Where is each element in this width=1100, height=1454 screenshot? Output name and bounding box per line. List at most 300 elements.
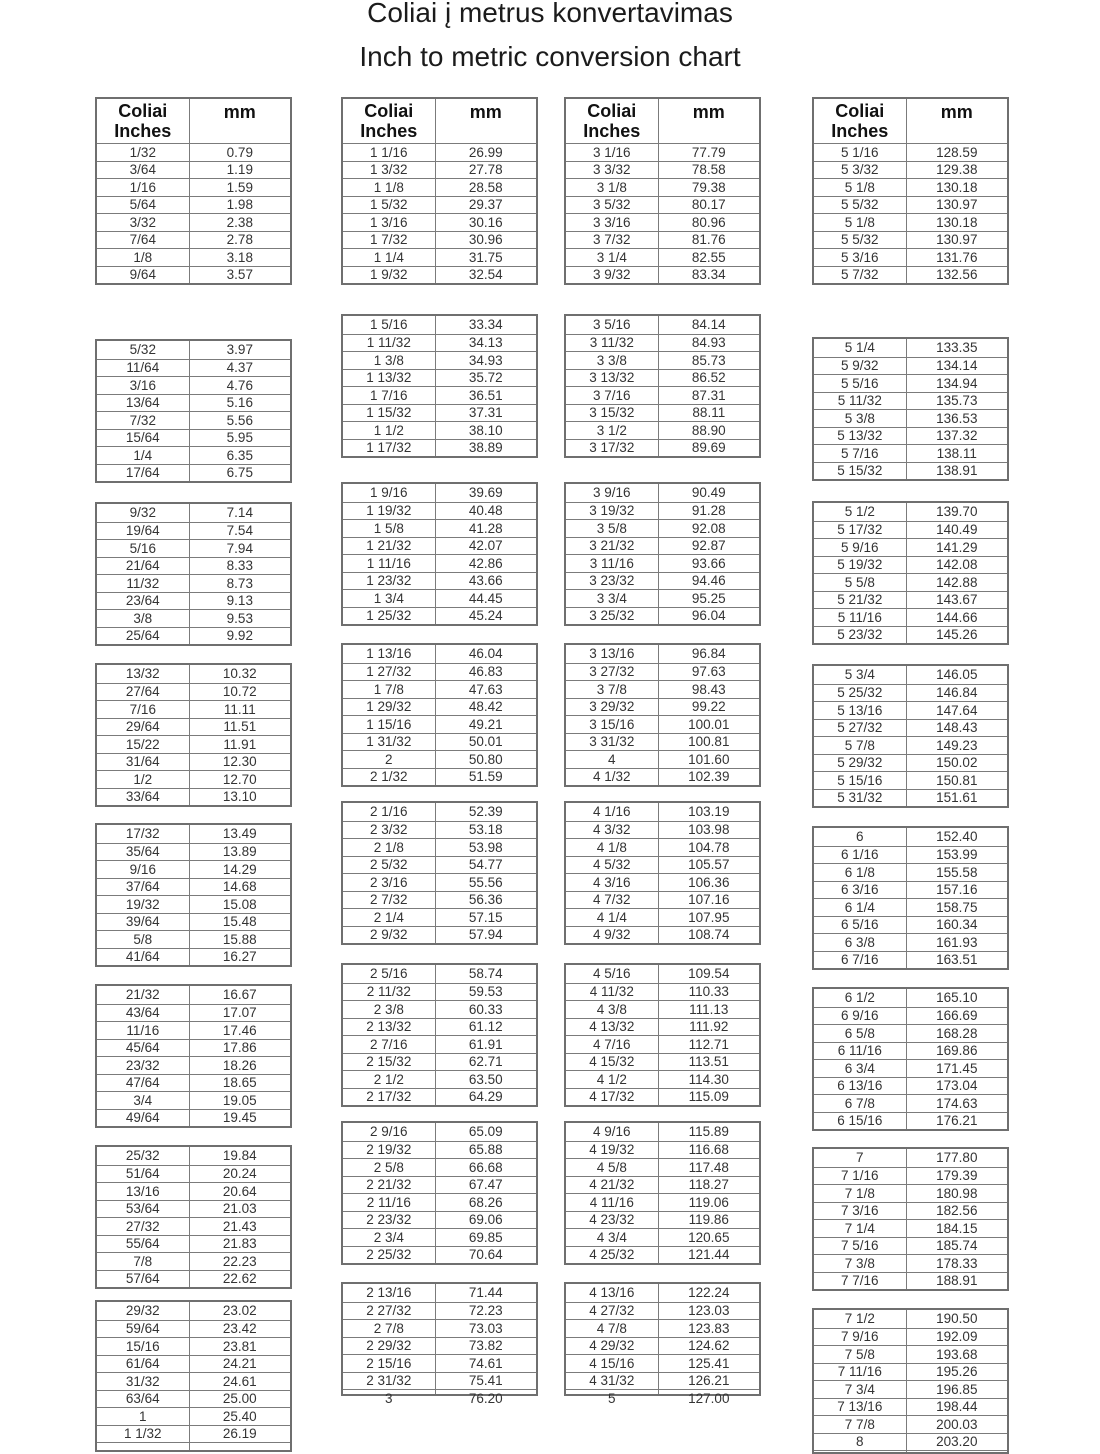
mm-cell: 185.74	[936, 1238, 978, 1254]
inches-cell: 3 27/32	[566, 664, 659, 681]
inches-header-line1: Coliai	[587, 101, 637, 121]
inches-cell: 3 1/16	[566, 144, 659, 161]
inches-cell: 53/64	[97, 1201, 190, 1218]
inches-cell: 11/64	[97, 360, 190, 377]
table-row	[343, 1284, 536, 1302]
table-row	[566, 178, 759, 196]
table-row	[343, 873, 536, 891]
inches-cell: 5 9/16	[814, 539, 907, 556]
inches-cell: 1 3/4	[343, 590, 436, 607]
inches-cell: 4 31/32	[566, 1373, 659, 1390]
mm-cell: 86.52	[691, 370, 726, 386]
mm-cell: 135.73	[936, 393, 978, 409]
table-row	[814, 846, 1007, 864]
table-row	[97, 1235, 290, 1253]
mm-cell: 200.03	[936, 1416, 978, 1432]
inches-cell: 6 1/4	[814, 899, 907, 916]
mm-cell: 103.98	[688, 822, 730, 838]
table-row	[97, 592, 290, 610]
table-row	[814, 1184, 1007, 1202]
table-row	[566, 502, 759, 520]
table-header-row	[814, 99, 1007, 143]
inches-cell: 3 23/32	[566, 573, 659, 590]
inches-cell: 3 3/16	[566, 214, 659, 231]
mm-cell: 42.07	[468, 538, 503, 554]
mm-cell: 45.24	[468, 608, 503, 624]
inches-cell: 9/16	[97, 861, 190, 878]
conversion-column-3	[564, 97, 761, 1406]
table-row	[97, 843, 290, 861]
table-row	[97, 1355, 290, 1373]
conversion-table	[95, 984, 292, 1128]
mm-cell: 119.06	[688, 1194, 729, 1210]
conversion-table	[95, 1300, 292, 1452]
table-row	[566, 1018, 759, 1036]
inches-cell: 4 9/32	[566, 927, 659, 944]
inches-cell: 3 29/32	[566, 699, 659, 716]
inches-cell: 1 5/16	[343, 316, 436, 334]
inches-cell	[814, 1451, 907, 1452]
mm-cell: 177.80	[936, 1150, 978, 1166]
inches-cell: 6 7/8	[814, 1095, 907, 1112]
inches-cell: 5/64	[97, 197, 190, 214]
table-row	[566, 926, 759, 944]
table-row	[566, 1211, 759, 1229]
mm-cell: 178.33	[936, 1255, 978, 1271]
mm-cell: 58.74	[468, 966, 503, 982]
mm-cell: 158.75	[936, 899, 978, 915]
inches-cell: 6 1/8	[814, 864, 907, 881]
inches-cell: 6	[814, 828, 907, 846]
mm-header-cell: mm	[469, 102, 502, 122]
mm-cell: 17.07	[222, 1005, 257, 1021]
table-row	[566, 143, 759, 161]
inches-cell: 17/64	[97, 465, 190, 482]
table-row	[97, 143, 290, 161]
mm-cell: 96.04	[691, 608, 726, 624]
inches-cell: 7/32	[97, 412, 190, 429]
table-row	[343, 821, 536, 839]
inches-cell: 5 31/32	[814, 790, 907, 807]
conversion-table	[564, 482, 761, 626]
mm-cell: 38.10	[468, 422, 503, 438]
table-row	[814, 1254, 1007, 1272]
inches-cell: 3 7/32	[566, 232, 659, 249]
table-row	[97, 878, 290, 896]
table-row	[566, 1372, 759, 1390]
mm-cell: 182.56	[936, 1203, 978, 1219]
mm-cell: 123.03	[688, 1303, 730, 1319]
inches-cell: 5 21/32	[814, 592, 907, 609]
inches-cell: 15/22	[97, 736, 190, 753]
mm-cell: 69.06	[468, 1212, 503, 1228]
inches-header-cell	[343, 99, 436, 143]
mm-cell: 67.47	[468, 1177, 503, 1193]
table-row	[814, 701, 1007, 719]
table-row	[97, 522, 290, 540]
mm-cell: 52.39	[468, 804, 503, 820]
table-row	[97, 948, 290, 966]
mm-cell: 145.26	[936, 627, 978, 643]
inches-cell: 6 11/16	[814, 1043, 907, 1060]
table-row	[566, 908, 759, 926]
table-row	[97, 1056, 290, 1074]
clipped-row	[97, 1442, 290, 1450]
table-row	[343, 421, 536, 439]
mm-header-cell: mm	[223, 102, 256, 122]
inches-cell: 3 15/32	[566, 405, 659, 422]
table-row	[97, 1200, 290, 1218]
mm-cell: 23.81	[222, 1338, 257, 1354]
inches-cell: 2 27/32	[343, 1303, 436, 1320]
table-row	[814, 1328, 1007, 1346]
table-row	[814, 556, 1007, 574]
table-row	[814, 1433, 1007, 1451]
conversion-table	[95, 663, 292, 807]
inches-cell: 4 7/8	[566, 1320, 659, 1337]
table-row	[814, 1345, 1007, 1363]
mm-cell: 150.81	[936, 772, 978, 788]
inches-cell: 4 11/16	[566, 1194, 659, 1211]
inches-cell: 2 7/16	[343, 1036, 436, 1053]
inches-cell: 4 27/32	[566, 1303, 659, 1320]
mm-cell: 110.33	[688, 984, 729, 1000]
table-row	[814, 231, 1007, 249]
table-row	[814, 143, 1007, 161]
table-row	[97, 986, 290, 1004]
table-row	[814, 1272, 1007, 1290]
table-row	[566, 554, 759, 572]
conversion-table	[812, 337, 1009, 481]
table-row	[97, 1074, 290, 1092]
mm-cell: 38.89	[468, 440, 503, 456]
inches-cell: 6 9/16	[814, 1008, 907, 1025]
table-row	[97, 860, 290, 878]
mm-cell: 89.69	[691, 440, 726, 456]
table-row	[566, 983, 759, 1001]
mm-cell: 84.93	[691, 335, 726, 351]
inches-cell: 7/64	[97, 232, 190, 249]
inches-cell: 3 1/4	[566, 249, 659, 266]
inches-cell: 2 1/16	[343, 803, 436, 821]
mm-cell: 133.35	[936, 340, 978, 356]
mm-cell: 57.94	[468, 927, 503, 943]
table-row	[566, 645, 759, 663]
inches-cell: 6 5/8	[814, 1025, 907, 1042]
mm-cell: 24.21	[222, 1356, 257, 1372]
table-row	[343, 733, 536, 751]
mm-cell: 50.80	[468, 751, 503, 767]
inches-cell: 3 13/16	[566, 645, 659, 663]
table-row	[814, 1237, 1007, 1255]
table-row	[566, 1337, 759, 1355]
inches-cell: 1/16	[97, 179, 190, 196]
table-row	[814, 409, 1007, 427]
table-row	[814, 1363, 1007, 1381]
inches-cell: 47/64	[97, 1075, 190, 1092]
inches-cell: 5/8	[97, 931, 190, 948]
mm-cell: 76.20	[468, 1391, 503, 1406]
table-row	[566, 1228, 759, 1246]
mm-cell: 119.86	[688, 1212, 729, 1228]
inches-cell: 8	[814, 1434, 907, 1451]
mm-cell: 179.39	[936, 1168, 978, 1184]
table-row	[343, 1319, 536, 1337]
inches-cell: 2 3/16	[343, 874, 436, 891]
table-row	[814, 444, 1007, 462]
mm-cell: 102.39	[688, 769, 730, 785]
mm-cell: 131.76	[936, 249, 978, 265]
mm-cell: 72.23	[468, 1303, 503, 1319]
inches-cell: 5 5/32	[814, 232, 907, 249]
mm-cell: 144.66	[936, 609, 978, 625]
table-row	[97, 1217, 290, 1235]
mm-cell: 83.34	[691, 267, 726, 283]
mm-cell: 88.11	[692, 405, 726, 421]
mm-cell: 21.43	[222, 1218, 257, 1234]
inches-cell: 5 17/32	[814, 522, 907, 539]
table-row	[566, 196, 759, 214]
inches-cell: 2 15/32	[343, 1054, 436, 1071]
mm-cell: 128.59	[936, 144, 978, 160]
table-row	[814, 178, 1007, 196]
mm-cell: 28.58	[468, 179, 503, 195]
mm-cell: 33.34	[468, 317, 503, 333]
inches-cell: 5	[566, 1390, 659, 1394]
table-row	[814, 1059, 1007, 1077]
table-row	[814, 736, 1007, 754]
inches-cell: 5 19/32	[814, 557, 907, 574]
table-row	[814, 1202, 1007, 1220]
inches-cell: 2 1/32	[343, 769, 436, 786]
conversion-table	[812, 987, 1009, 1131]
table-row	[566, 821, 759, 839]
mm-cell: 69.85	[468, 1229, 503, 1245]
inches-cell: 1/8	[97, 249, 190, 266]
table-row	[343, 334, 536, 352]
inches-cell: 13/64	[97, 395, 190, 412]
mm-cell: 71.44	[468, 1285, 503, 1301]
inches-header-line2: Inches	[583, 121, 641, 141]
table-row	[343, 1070, 536, 1088]
table-header-row	[97, 99, 290, 143]
table-row	[343, 1158, 536, 1176]
inches-cell: 1/32	[97, 144, 190, 161]
mm-cell: 64.29	[468, 1089, 503, 1105]
table-row	[343, 404, 536, 422]
table-row	[97, 770, 290, 788]
inches-cell: 1 21/32	[343, 538, 436, 555]
table-row	[97, 464, 290, 482]
mm-cell: 57.15	[468, 909, 503, 925]
mm-cell: 53.18	[468, 822, 503, 838]
inches-cell: 4 13/16	[566, 1284, 659, 1302]
table-row	[97, 1109, 290, 1127]
inches-cell: 31/32	[97, 1373, 190, 1390]
mm-cell: 203.20	[936, 1434, 978, 1450]
table-row	[343, 1176, 536, 1194]
table-row	[566, 421, 759, 439]
inches-cell: 2 29/32	[343, 1338, 436, 1355]
mm-cell: 18.26	[222, 1057, 257, 1073]
mm-cell: 136.53	[936, 410, 978, 426]
table-row	[566, 1319, 759, 1337]
mm-cell: 125.41	[688, 1355, 730, 1371]
table-row	[343, 143, 536, 161]
mm-cell	[190, 1443, 290, 1450]
inches-cell: 2 25/32	[343, 1247, 436, 1264]
inches-cell: 3 9/16	[566, 484, 659, 502]
table-row	[97, 1091, 290, 1109]
table-row	[814, 503, 1007, 521]
table-row	[566, 1302, 759, 1320]
inches-cell: 3 7/16	[566, 387, 659, 404]
mm-cell: 138.91	[936, 463, 978, 479]
table-row	[343, 484, 536, 502]
inches-cell: 21/64	[97, 558, 190, 575]
mm-cell: 78.58	[691, 162, 726, 178]
mm-cell: 77.79	[691, 144, 726, 160]
mm-cell: 14.29	[222, 861, 257, 877]
table-row	[343, 231, 536, 249]
mm-cell: 84.14	[691, 317, 726, 333]
inches-cell: 4 1/4	[566, 909, 659, 926]
mm-cell: 152.40	[936, 829, 978, 845]
conversion-table	[95, 502, 292, 646]
inches-cell: 6 3/16	[814, 882, 907, 899]
table-row	[97, 913, 290, 931]
inches-cell: 3 1/2	[566, 422, 659, 439]
inches-cell: 1 11/16	[343, 555, 436, 572]
table-row	[343, 645, 536, 663]
inches-cell: 1 19/32	[343, 503, 436, 520]
table-row	[814, 608, 1007, 626]
table-row	[343, 519, 536, 537]
inches-cell: 5 7/32	[814, 267, 907, 284]
mm-cell: 112.71	[688, 1036, 729, 1052]
mm-cell: 42.86	[468, 555, 503, 571]
inches-cell: 63/64	[97, 1391, 190, 1408]
table-row	[566, 266, 759, 284]
table-row	[343, 983, 536, 1001]
table-row	[566, 537, 759, 555]
mm-cell: 100.01	[688, 716, 730, 732]
mm-cell: 11.11	[223, 701, 256, 717]
inches-cell: 1 1/16	[343, 144, 436, 161]
inches-cell: 55/64	[97, 1236, 190, 1253]
mm-cell: 173.04	[936, 1078, 978, 1094]
mm-cell: 139.70	[936, 504, 978, 520]
mm-cell: 3.57	[226, 267, 253, 283]
mm-cell: 0.79	[226, 144, 253, 160]
mm-cell: 60.33	[468, 1001, 503, 1017]
mm-cell: 5.16	[226, 395, 253, 411]
mm-cell: 3.97	[226, 342, 253, 358]
mm-cell: 127.00	[688, 1391, 730, 1406]
clipped-row	[343, 1389, 536, 1406]
inches-cell: 7/16	[97, 701, 190, 718]
table-row	[814, 1380, 1007, 1398]
inches-cell: 5 11/32	[814, 393, 907, 410]
mm-cell: 150.02	[936, 755, 978, 771]
table-row	[814, 462, 1007, 480]
table-row	[566, 1035, 759, 1053]
inches-cell: 1 3/16	[343, 214, 436, 231]
mm-cell: 13.10	[222, 789, 257, 805]
table-row	[566, 1354, 759, 1372]
mm-cell: 80.17	[691, 197, 726, 213]
mm-cell: 117.48	[688, 1159, 729, 1175]
mm-cell: 70.64	[468, 1247, 503, 1263]
table-row	[343, 196, 536, 214]
table-row	[566, 1284, 759, 1302]
mm-cell: 12.30	[222, 754, 257, 770]
table-row	[97, 231, 290, 249]
mm-cell: 46.04	[468, 646, 503, 662]
conversion-table	[812, 1308, 1009, 1454]
table-row	[97, 609, 290, 627]
mm-cell: 129.38	[936, 162, 978, 178]
table-row	[343, 1302, 536, 1320]
table-row	[97, 539, 290, 557]
mm-cell: 95.25	[691, 590, 726, 606]
inches-cell: 1 23/32	[343, 573, 436, 590]
inches-cell: 27/32	[97, 1218, 190, 1235]
inches-cell: 2 17/32	[343, 1089, 436, 1106]
mm-cell: 157.16	[936, 882, 978, 898]
table-row	[97, 161, 290, 179]
mm-cell: 149.23	[936, 737, 978, 753]
table-row	[343, 1211, 536, 1229]
conversion-table	[341, 482, 538, 626]
table-row	[343, 248, 536, 266]
mm-cell: 21.83	[222, 1236, 257, 1252]
inches-cell: 7 3/8	[814, 1255, 907, 1272]
inches-cell: 1 17/32	[343, 440, 436, 457]
inches-cell: 57/64	[97, 1271, 190, 1288]
table-row	[343, 213, 536, 231]
table-row	[814, 771, 1007, 789]
mm-cell: 142.08	[936, 557, 978, 573]
inches-cell: 1 31/32	[343, 734, 436, 751]
mm-cell: 43.66	[468, 573, 503, 589]
mm-cell: 50.01	[468, 734, 503, 750]
mm-cell: 18.65	[222, 1075, 257, 1091]
inches-header-line2: Inches	[360, 121, 418, 141]
table-row	[97, 376, 290, 394]
table-row	[814, 989, 1007, 1007]
table-row	[97, 1320, 290, 1338]
table-row	[97, 665, 290, 683]
page-title: Coliai į metrus konvertavimas	[367, 0, 733, 28]
table-row	[97, 683, 290, 701]
mm-cell: 88.90	[691, 422, 726, 438]
inches-cell: 29/64	[97, 719, 190, 736]
inches-cell: 1 29/32	[343, 699, 436, 716]
mm-cell: 17.86	[222, 1040, 257, 1056]
table-row	[566, 572, 759, 590]
inches-cell: 5/16	[97, 540, 190, 557]
inches-cell: 5 15/32	[814, 463, 907, 480]
table-row	[566, 891, 759, 909]
inches-cell: 23/32	[97, 1057, 190, 1074]
table-row	[343, 537, 536, 555]
table-row	[343, 1372, 536, 1390]
mm-cell: 14.68	[222, 879, 257, 895]
mm-cell: 90.49	[691, 485, 726, 501]
mm-cell: 97.63	[691, 664, 726, 680]
mm-cell: 142.88	[936, 574, 978, 590]
